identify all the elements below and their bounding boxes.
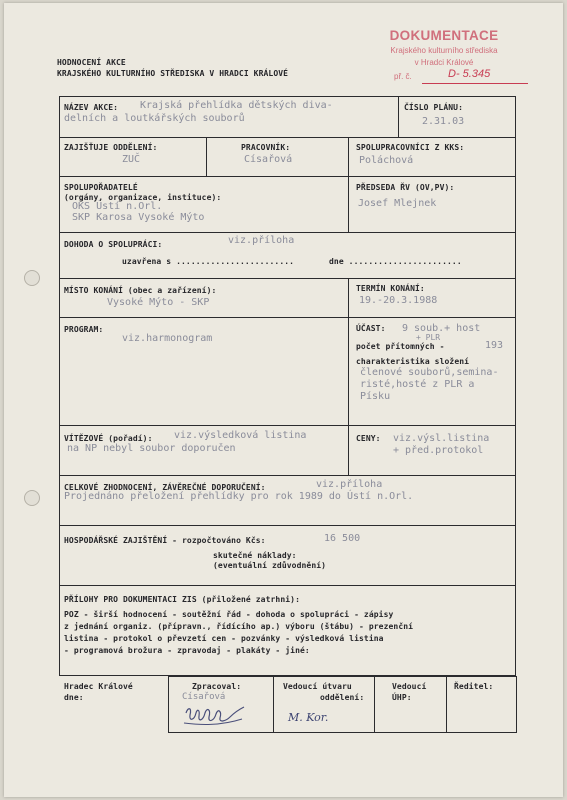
date-value: 19.-20.3.1988	[359, 295, 438, 306]
footer-divider	[516, 676, 517, 733]
row-divider	[59, 525, 516, 526]
attendees-count-label: počet přítomných -	[356, 342, 445, 351]
winners-label: VÍTĚZOVÉ (pořadí):	[64, 434, 153, 443]
uhp-head-sublabel: ÚHP:	[392, 693, 412, 702]
program-value: viz.harmonogram	[122, 333, 213, 344]
director-label: Ředitel:	[454, 682, 494, 691]
footer-line	[168, 732, 516, 733]
column-divider	[398, 96, 399, 137]
stamp-title: DOKUMENTACE	[389, 28, 499, 43]
agreement-date: dne .......................	[329, 257, 462, 266]
budget-label: HOSPODÁŘSKÉ ZAJIŠTĚNÍ - rozpočtováno Kčs:	[64, 536, 266, 545]
composition-value: Písku	[360, 391, 391, 402]
agreement-label: DOHODA O SPOLUPRÁCI:	[64, 240, 163, 249]
city-label: Hradec Králové	[64, 682, 133, 691]
stamp-prefix: př. č.	[394, 72, 412, 81]
budget-value: 16 500	[324, 533, 361, 544]
attendees-count-value: 193	[485, 340, 504, 351]
form-subtitle: KRAJSKÉHO KULTURNÍHO STŘEDISKA V HRADCI KRÁLOVÉ	[57, 69, 289, 78]
prizes-value: viz.výsl.listina	[393, 433, 490, 444]
stamp-number: D- 5.345	[448, 68, 491, 80]
row-divider	[59, 475, 516, 476]
punch-hole	[24, 490, 40, 506]
actual-costs-label: skutečné náklady:	[213, 551, 297, 560]
worker-value: Císařová	[244, 154, 293, 165]
footer-line	[168, 676, 516, 677]
collaborators-label: SPOLUPRACOVNÍCI Z KKS:	[356, 143, 465, 152]
prizes-value: + před.protokol	[393, 445, 484, 456]
attachments-list: listina - protokol o převzetí cen - pozvánky - výsledková listina	[64, 634, 384, 643]
venue-value: Vysoké Mýto - SKP	[107, 297, 210, 308]
co-organizers-value: OKS Ústí n.Orl.	[72, 201, 163, 212]
prepared-by-value: Císařová	[182, 692, 226, 702]
evaluation-value: Projednáno přeložení přehlídky pro rok 1989 do Ústí n.Orl.	[64, 491, 414, 502]
agreement-value: viz.příloha	[228, 235, 295, 246]
justification-label: (eventuální zdůvodnění)	[213, 561, 327, 570]
chairman-label: PŘEDSEDA ŘV (OV,PV):	[356, 183, 455, 192]
column-divider	[206, 137, 207, 176]
footer-divider	[446, 676, 447, 733]
attachments-list: - programová brožura - zpravodaj - plakáty - jiné:	[64, 646, 310, 655]
punch-hole	[24, 270, 40, 286]
row-divider	[59, 278, 516, 279]
date-label: TERMÍN KONÁNÍ:	[356, 284, 425, 293]
venue-label: MÍSTO KONÁNÍ (obec a zařízení):	[64, 286, 217, 295]
event-name-value: delních a loutkářských souborů	[64, 113, 245, 124]
footer-date-label: dne:	[64, 693, 84, 702]
footer-divider	[374, 676, 375, 733]
plan-number-label: ČÍSLO PLÁNU:	[404, 103, 463, 112]
event-name-label: NÁZEV AKCE:	[64, 103, 119, 112]
unit-head-initials: M. Kor.	[288, 711, 329, 724]
attachments-label: PŘÍLOHY PRO DOKUMENTACI ZIS (přiložené zatrhni):	[64, 595, 300, 604]
worker-label: PRACOVNÍK:	[241, 143, 291, 152]
row-divider	[59, 137, 516, 138]
stamp-line: v Hradci Králové	[414, 58, 474, 67]
row-divider	[59, 317, 516, 318]
plan-number-value: 2.31.03	[422, 116, 465, 127]
footer-divider	[168, 676, 169, 733]
unit-head-sublabel: oddělení:	[320, 693, 365, 702]
row-divider	[59, 585, 516, 586]
attendance-label: ÚČAST:	[356, 324, 386, 333]
attendance-extra: + PLR	[416, 333, 441, 342]
program-label: PROGRAM:	[64, 325, 104, 334]
attendance-value: 9 soub.+ host	[402, 323, 481, 334]
column-divider	[348, 137, 349, 232]
row-divider	[59, 425, 516, 426]
signature-image	[180, 699, 250, 729]
composition-value: členové souborů,semina-	[360, 367, 499, 378]
prepared-by-label: Zpracoval:	[192, 682, 242, 691]
form-title: HODNOCENÍ AKCE	[57, 58, 126, 67]
stamp-underline	[422, 83, 528, 84]
composition-label: charakteristika složení	[356, 357, 470, 366]
evaluation-label: CELKOVÉ ZHODNOCENÍ, ZÁVĚREČNÉ DOPORUČENÍ:	[64, 483, 266, 492]
agreement-concluded-with: uzavřena s ........................	[122, 257, 295, 266]
row-divider	[59, 232, 516, 233]
co-organizers-label: SPOLUPOŘADATELÉ	[64, 183, 138, 192]
winners-value: na NP nebyl soubor doporučen	[67, 443, 236, 454]
winners-value: viz.výsledková listina	[174, 430, 307, 441]
attachments-list: z jednání organiz. (přípravn., řídícího ap.) výboru (štábu) - prezenční	[64, 622, 414, 631]
prizes-label: CENY:	[356, 434, 381, 443]
co-organizers-value: SKP Karosa Vysoké Mýto	[72, 212, 205, 223]
stamp-line: Krajského kulturního střediska	[390, 46, 498, 55]
column-divider	[348, 278, 349, 475]
department-value: ZUČ	[122, 154, 141, 165]
footer-divider	[273, 676, 274, 733]
unit-head-label: Vedoucí útvaru	[283, 682, 352, 691]
composition-value: risté,hosté z PLR a	[360, 379, 475, 390]
evaluation-value: viz.příloha	[316, 479, 383, 490]
documentation-stamp	[364, 28, 532, 86]
uhp-head-label: Vedoucí	[392, 682, 427, 691]
collaborators-value: Poláchová	[359, 155, 414, 166]
co-organizers-sublabel: (orgány, organizace, instituce):	[64, 193, 222, 202]
attachments-list: POZ - širší hodnocení - soutěžní řád - dohoda o spolupráci - zápisy	[64, 610, 394, 619]
event-name-value: Krajská přehlídka dětských diva-	[140, 100, 333, 111]
department-label: ZAJIŠŤUJE ODDĚLENÍ:	[64, 143, 158, 152]
chairman-value: Josef Mlejnek	[358, 198, 437, 209]
document-page	[4, 3, 563, 797]
row-divider	[59, 176, 516, 177]
